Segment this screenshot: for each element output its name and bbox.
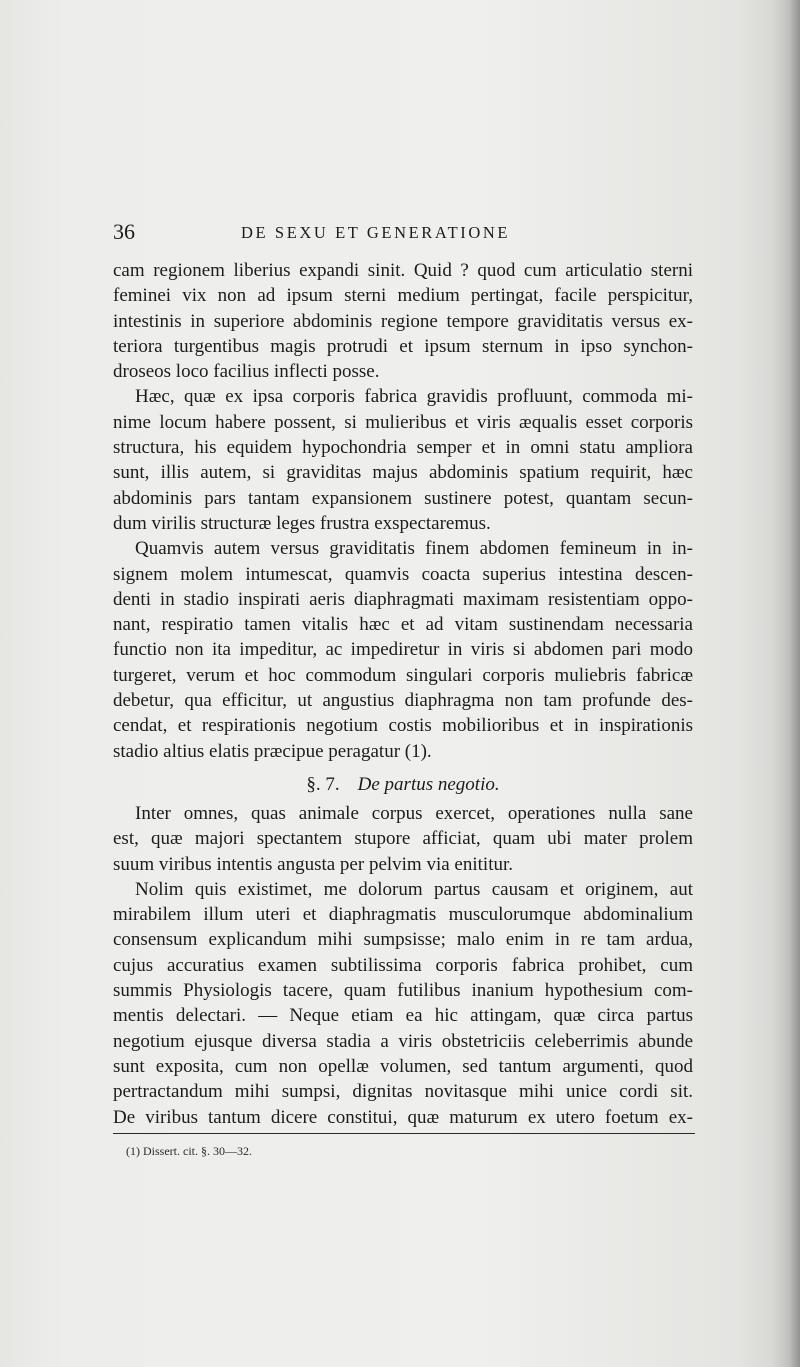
text-line: debetur, qua efficitur, ut angustius diaphragma non tam profunde des- [113,690,693,712]
text-line: cam regionem liberius expandi sinit. Quid ? quod cum articulatio sterni [113,260,693,281]
text-line: droseos loco facilius inflecti posse. [113,361,380,383]
text-line: mirabilem illum uteri et diaphragmatis musculorumque abdominalium [113,904,693,926]
text-line: stadio altius elatis præcipue peragatur (1). [113,740,432,762]
text-line: nant, respiratio tamen vitalis hæc et ad vitam sustinendam necessaria [113,614,693,636]
text-line: intestinis in superiore abdominis regione tempore graviditatis versus ex- [113,310,693,332]
text-line: teriora turgentibus magis protrudi et ipsum sternum in ipso synchon- [113,335,693,357]
paragraph [113,536,693,764]
text-line: mentis delectari. — Neque etiam ea hic attingam, quæ circa partus [113,1005,693,1027]
text-line: abdominis pars tantam expansionem sustinere potest, quantam secun- [113,487,693,509]
section-number: §. 7. [306,773,340,795]
paragraph [113,877,693,1130]
paragraph [113,258,693,384]
text-line: pertractandum mihi sumpsi, dignitas novitasque mihi unice cordi sit. [113,1081,693,1103]
footnote-divider [113,1133,695,1134]
text-line: functio non ita impeditur, ac impediretur in viris si abdomen pari modo [113,639,693,661]
running-title: DE SEXU ET GENERATIONE [241,223,511,242]
text-line: consensum explicandum mihi sumpsisse; malo enim in re tam ardua, [113,929,693,951]
text-line: denti in stadio inspirati aeris diaphragmati maximam resistentiam oppo- [113,588,693,610]
text-line: feminei vix non ad ipsum sterni medium pertingat, facile perspicitur, [113,285,693,307]
text-line: negotium ejusque diversa stadia a viris obstetriciis celeberrimis abunde [113,1030,693,1052]
text-line: Inter omnes, quas animale corpus exercet, operationes nulla sane [135,802,693,824]
main-text [113,258,693,1130]
text-line: signem molem intumescat, quamvis coacta superius intestina descen- [113,563,693,585]
page-header [113,219,693,245]
paragraph [113,801,693,877]
section-title: De partus negotio. [357,773,500,795]
text-line: est, quæ majori spectantem stupore afficiat, quam ubi mater prolem [113,828,693,850]
text-line: summis Physiologis tacere, quam futilibus inanium hypothesium com- [113,980,693,1002]
text-line: Nolim quis existimet, me dolorum partus causam et originem, aut [135,878,693,900]
text-line: dum virilis structuræ leges frustra exspectaremus. [113,512,491,534]
text-line: Hæc, quæ ex ipsa corporis fabrica gravidis profluunt, commoda mi- [135,386,693,408]
page-number: 36 [113,219,135,244]
text-line: structura, his equidem hypochondria semper et in omni statu ampliora [113,437,693,459]
text-line: sunt, illis autem, si graviditas majus abdominis spatium requirit, hæc [113,462,693,484]
text-line: nime locum habere possent, si mulieribus et viris æqualis esset corporis [113,411,693,433]
text-line: suum viribus intentis angusta per pelvim via enititur. [113,853,514,875]
page-edge-shadow [772,0,800,1367]
text-line: Quamvis autem versus graviditatis finem abdomen femineum in in- [135,538,693,560]
text-line: De viribus tantum dicere constitui, quæ maturum ex utero foetum ex- [113,1106,693,1128]
text-line: turgeret, verum et hoc commodum singulari corporis muliebris fabricæ [113,664,693,686]
footnote: (1) Dissert. cit. §. 30—32. [126,1144,252,1158]
section-heading [113,769,693,801]
text-line: cujus accuratius examen subtilissima corporis fabrica prohibet, cum [113,954,693,976]
text-line: sunt exposita, cum non opellæ volumen, sed tantum argumenti, quod [113,1055,693,1077]
text-line: cendat, et respirationis negotium costis mobilioribus et in inspirationis [113,715,693,737]
paragraph [113,384,693,536]
